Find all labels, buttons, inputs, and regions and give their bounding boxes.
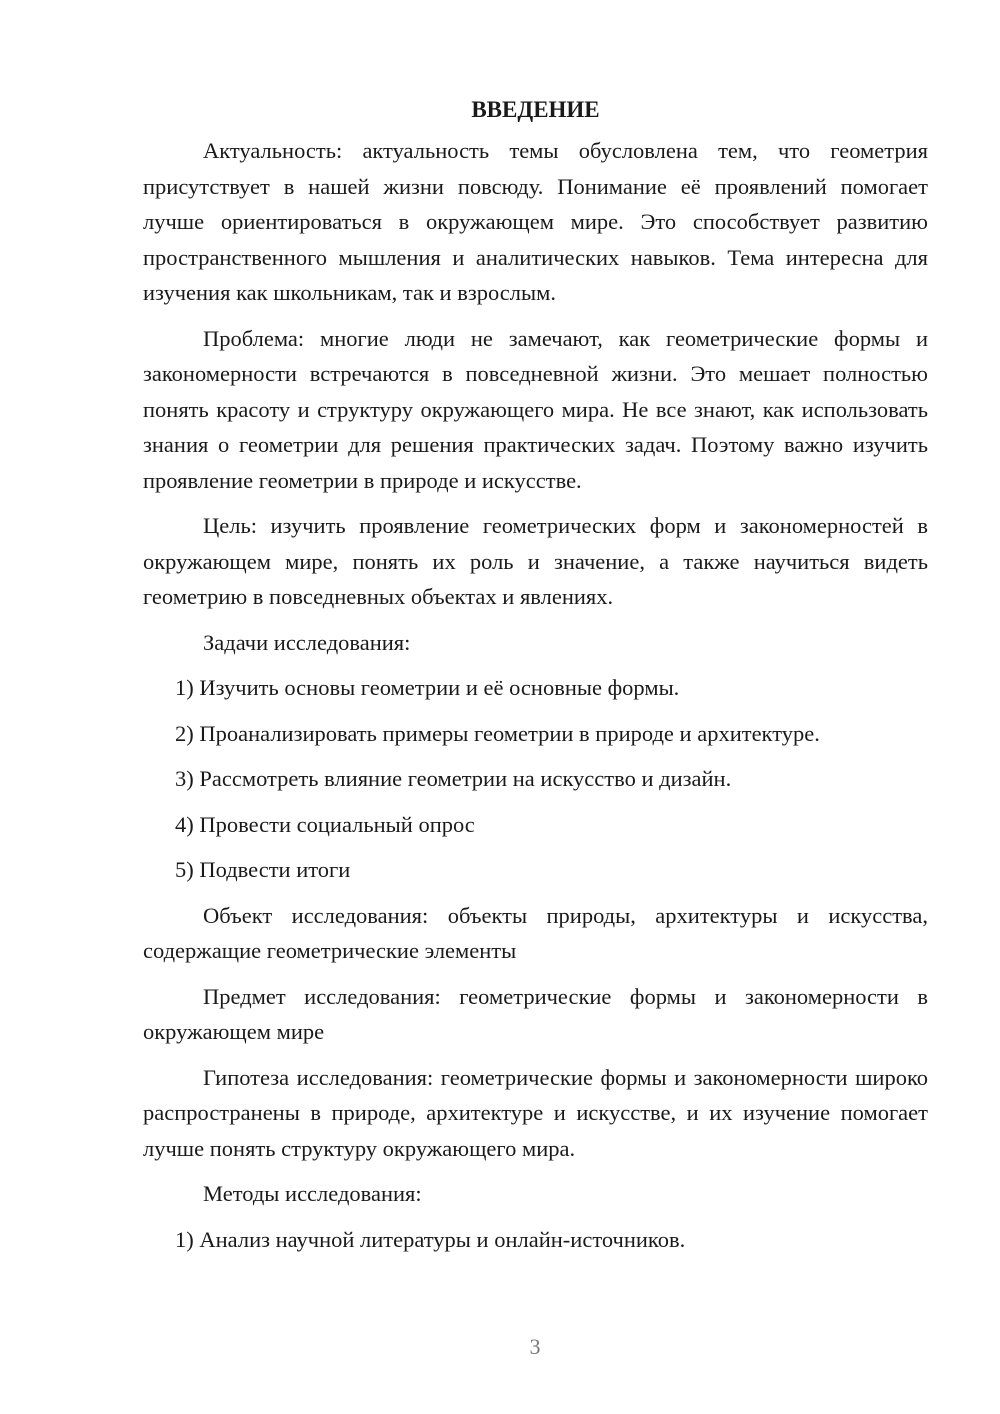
goal-paragraph: Цель: изучить проявление геометрических форм и закономерностей в окружающем мире, понять их роль и значение, а также научиться видеть геометрию в повседневных объектах и явлениях.	[143, 513, 928, 609]
section-heading: ВВЕДЕНИЕ	[471, 97, 600, 122]
problem-paragraph: Проблема: многие люди не замечают, как геометрические формы и закономерности встречаются в повседневной жизни. Это мешает полностью понять красоту и структуру окружающего мира. Не все знают, как использовать знания о геометрии для решения практических задач. Поэтому важно изучить проявление геометрии в природе и искусстве.	[143, 325, 928, 493]
task-item: 2) Проанализировать примеры геометрии в природе и архитектуре.	[175, 720, 820, 746]
subject-paragraph: Предмет исследования: геометрические формы и закономерности в окружающем мире	[143, 983, 928, 1044]
task-item: 4) Провести социальный опрос	[175, 811, 475, 837]
method-item: 1) Анализ научной литературы и онлайн-источников.	[175, 1226, 686, 1252]
task-item: 3) Рассмотреть влияние геометрии на искусство и дизайн.	[175, 766, 732, 791]
object-paragraph: Объект исследования: объекты природы, архитектуры и искусства, содержащие геометрические элементы	[143, 902, 928, 963]
tasks-label: Задачи исследования:	[203, 629, 411, 655]
task-item: 5) Подвести итоги	[175, 857, 351, 882]
task-item: 1) Изучить основы геометрии и её основные формы.	[175, 675, 680, 700]
methods-label: Методы исследования:	[203, 1181, 422, 1206]
document-page	[143, 93, 928, 1267]
relevance-paragraph: Актуальность: актуальность темы обусловлена тем, что геометрия присутствует в нашей жизни повсюду. Понимание её проявлений помогает лучше ориентироваться в окружающем мире. Это способствует развитию пространственного мышления и аналитических навыков. Тема интересна для изучения как школьникам, так и взрослым.	[143, 138, 928, 305]
hypothesis-paragraph: Гипотеза исследования: геометрические формы и закономерности широко распространены в природе, архитектуре и искусстве, и их изучение помогает лучше понять структуру окружающего мира.	[143, 1064, 928, 1161]
page-number: 3	[529, 1334, 541, 1359]
